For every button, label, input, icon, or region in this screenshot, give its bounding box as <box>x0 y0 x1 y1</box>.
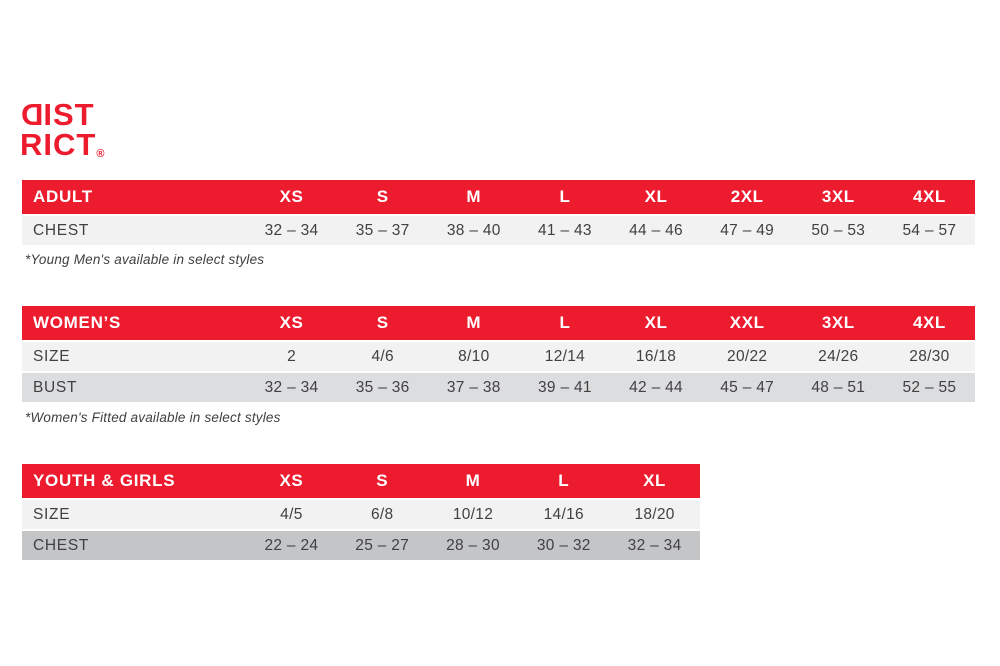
size-value-cell: 4/6 <box>371 347 394 365</box>
size-column-header: 2XL <box>730 187 764 206</box>
size-column-header: L <box>558 471 570 490</box>
womens-size-table <box>22 306 975 402</box>
size-value-cell: 10/12 <box>452 505 494 523</box>
size-value-cell: 41 – 43 <box>538 221 592 239</box>
size-column-header: S <box>376 471 389 490</box>
size-value-cell: 54 – 57 <box>902 221 957 239</box>
size-value-cell: 42 – 44 <box>629 378 683 396</box>
row-label: CHEST <box>33 221 90 239</box>
size-value-cell: 6/8 <box>370 505 394 523</box>
size-column-header: M <box>465 471 481 490</box>
size-value-cell: 14/16 <box>543 505 584 523</box>
size-value-cell: 2 <box>287 347 297 365</box>
size-column-header: XL <box>643 471 667 490</box>
row-label: SIZE <box>33 505 71 523</box>
size-column-header: 3XL <box>821 313 855 332</box>
table-data-row <box>22 531 700 560</box>
size-value-cell: 22 – 24 <box>264 536 319 554</box>
size-column-header: XS <box>279 187 304 206</box>
district-logo <box>20 97 105 169</box>
size-value-cell: 37 – 38 <box>446 378 501 396</box>
size-column-header: L <box>559 313 571 332</box>
logo-mirrored-d: D <box>20 97 44 132</box>
size-column-header: L <box>559 187 571 206</box>
size-value-cell: 50 – 53 <box>811 221 866 239</box>
table-header-row <box>22 306 975 340</box>
size-column-header: 4XL <box>912 313 946 332</box>
size-value-cell: 32 – 34 <box>264 378 319 396</box>
size-value-cell: 30 – 32 <box>536 536 591 554</box>
size-value-cell: 47 – 49 <box>720 221 775 239</box>
size-value-cell: 28/30 <box>909 347 950 365</box>
size-value-cell: 35 – 36 <box>355 378 410 396</box>
table-header-row <box>22 180 975 214</box>
size-value-cell: 18/20 <box>634 505 675 523</box>
size-value-cell: 8/10 <box>458 347 490 365</box>
size-value-cell: 16/18 <box>635 347 677 365</box>
logo-line-2: RICT® <box>20 127 105 162</box>
size-value-cell: 32 – 34 <box>264 221 319 239</box>
size-value-cell: 4/5 <box>280 505 303 523</box>
table-data-row <box>22 216 975 245</box>
table-data-row <box>22 373 975 402</box>
table-header-row <box>22 464 700 498</box>
size-column-header: XS <box>279 313 304 332</box>
table-data-row <box>22 342 975 371</box>
size-column-header: S <box>376 187 389 206</box>
adult-table-footnote: *Young Men's available in select styles <box>25 252 265 267</box>
size-column-header: XL <box>644 187 668 206</box>
size-column-header: XXL <box>729 313 765 332</box>
adult-size-table <box>22 180 975 245</box>
size-column-header: S <box>376 313 389 332</box>
logo-line-1: DIST <box>20 97 95 132</box>
table-data-row <box>22 500 700 529</box>
size-value-cell: 35 – 37 <box>355 221 410 239</box>
size-value-cell: 20/22 <box>727 347 768 365</box>
youth-girls-size-table <box>22 464 700 560</box>
size-value-cell: 32 – 34 <box>627 536 682 554</box>
size-value-cell: 48 – 51 <box>811 378 866 396</box>
size-value-cell: 44 – 46 <box>629 221 683 239</box>
size-column-header: 3XL <box>821 187 855 206</box>
womens-table-footnote: *Women's Fitted available in select styles <box>25 410 281 425</box>
size-column-header: M <box>466 187 482 206</box>
size-column-header: M <box>466 313 482 332</box>
table-title: WOMEN’S <box>33 313 122 332</box>
size-column-header: XL <box>644 313 668 332</box>
size-value-cell: 39 – 41 <box>538 378 592 396</box>
row-label: CHEST <box>33 536 90 554</box>
size-value-cell: 38 – 40 <box>446 221 501 239</box>
size-value-cell: 52 – 55 <box>902 378 957 396</box>
size-value-cell: 28 – 30 <box>446 536 500 554</box>
size-value-cell: 24/26 <box>818 347 859 365</box>
size-column-header: XS <box>279 471 304 490</box>
registered-trademark-icon: ® <box>96 148 105 160</box>
size-value-cell: 45 – 47 <box>720 378 775 396</box>
size-value-cell: 25 – 27 <box>355 536 410 554</box>
table-title: YOUTH & GIRLS <box>33 471 176 490</box>
table-title: ADULT <box>33 187 93 206</box>
size-value-cell: 12/14 <box>544 347 586 365</box>
row-label: BUST <box>33 378 78 396</box>
row-label: SIZE <box>33 347 71 365</box>
size-column-header: 4XL <box>912 187 946 206</box>
